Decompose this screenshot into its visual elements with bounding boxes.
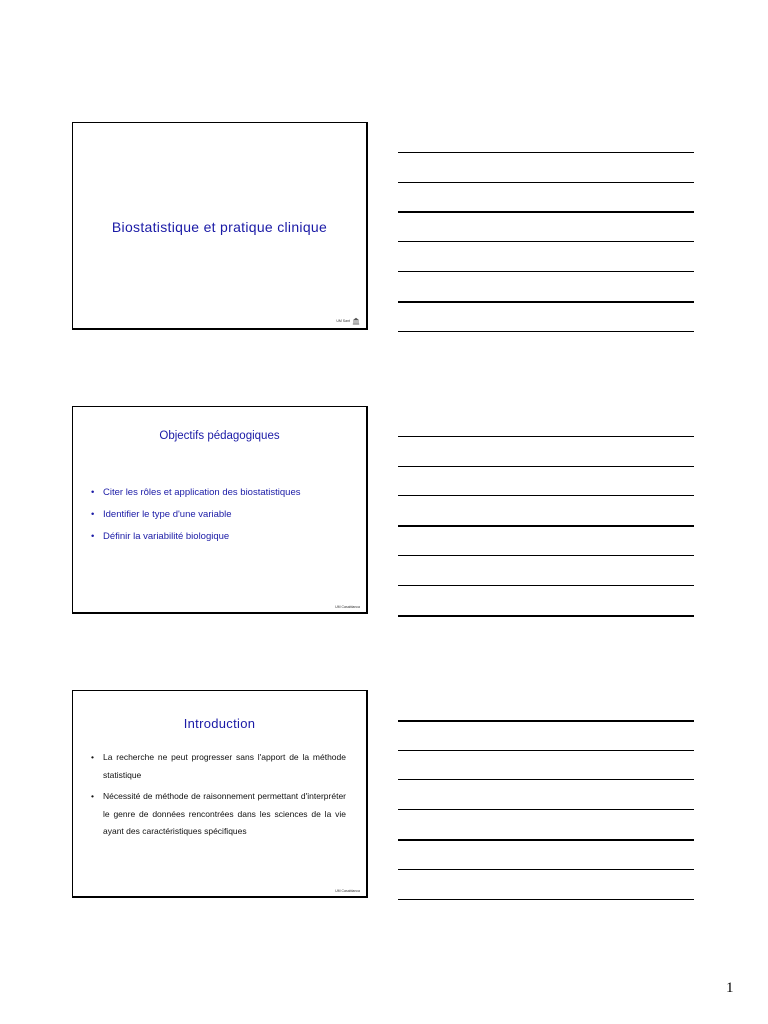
bullet-icon: •: [91, 791, 94, 801]
note-line: [398, 182, 694, 183]
note-line: [398, 466, 694, 467]
note-line: [398, 331, 694, 332]
note-line: [398, 869, 694, 870]
list-item: [91, 788, 346, 841]
bullet-icon: •: [91, 752, 94, 762]
slide-1-title: Biostatistique et pratique clinique: [111, 219, 328, 235]
slide-1-footer-text: UM Sant: [336, 319, 350, 323]
note-line: [398, 779, 694, 780]
bullet-text: Citer les rôles et application des biostatistiques: [103, 487, 301, 498]
note-line: [398, 495, 694, 496]
note-line: [398, 271, 694, 272]
slide-3-bullet-list: [91, 749, 346, 845]
bullet-text: Définir la variabilité biologique: [103, 531, 230, 542]
note-line: [398, 615, 694, 617]
slide-2-bullet-list: [91, 487, 346, 553]
note-line: [398, 839, 694, 841]
note-line: [398, 809, 694, 810]
page-number: 1: [726, 980, 734, 996]
note-line: [398, 301, 694, 303]
slide-2-thumbnail: [72, 406, 368, 614]
note-line: [398, 720, 694, 722]
slide-3-footer: UM Casablanca: [335, 889, 360, 893]
note-line: [398, 152, 694, 153]
slide-3-heading: Introduction: [183, 716, 256, 731]
bullet-text: Identifier le type d'une variable: [103, 509, 232, 520]
note-line: [398, 899, 694, 900]
slide-3-thumbnail: [72, 690, 368, 898]
note-line: [398, 525, 694, 527]
note-line: [398, 555, 694, 556]
note-line: [398, 585, 694, 586]
slide-2-heading: Objectifs pédagogiques: [159, 430, 280, 442]
slide-1-thumbnail: [72, 122, 368, 330]
note-line: [398, 750, 694, 751]
bullet-icon: •: [91, 509, 95, 520]
note-line: [398, 436, 694, 437]
bullet-text: La recherche ne peut progresser sans l'apport de la méthode statistique: [103, 752, 346, 780]
bullet-icon: •: [91, 531, 95, 542]
university-logo-icon: [352, 317, 360, 325]
note-line: [398, 211, 694, 213]
slide-1-footer: [336, 317, 360, 325]
slide-2-footer: UM Casablanca: [335, 605, 360, 609]
list-item: [91, 749, 346, 784]
note-line: [398, 241, 694, 242]
list-item: [91, 487, 346, 498]
bullet-icon: •: [91, 487, 95, 498]
list-item: [91, 531, 346, 542]
list-item: [91, 509, 346, 520]
bullet-text: Nécessité de méthode de raisonnement permettant d'interpréter le genre de données rencontrées dans les sciences de la vie ayant des caractéristiques spécifiques: [103, 791, 346, 836]
